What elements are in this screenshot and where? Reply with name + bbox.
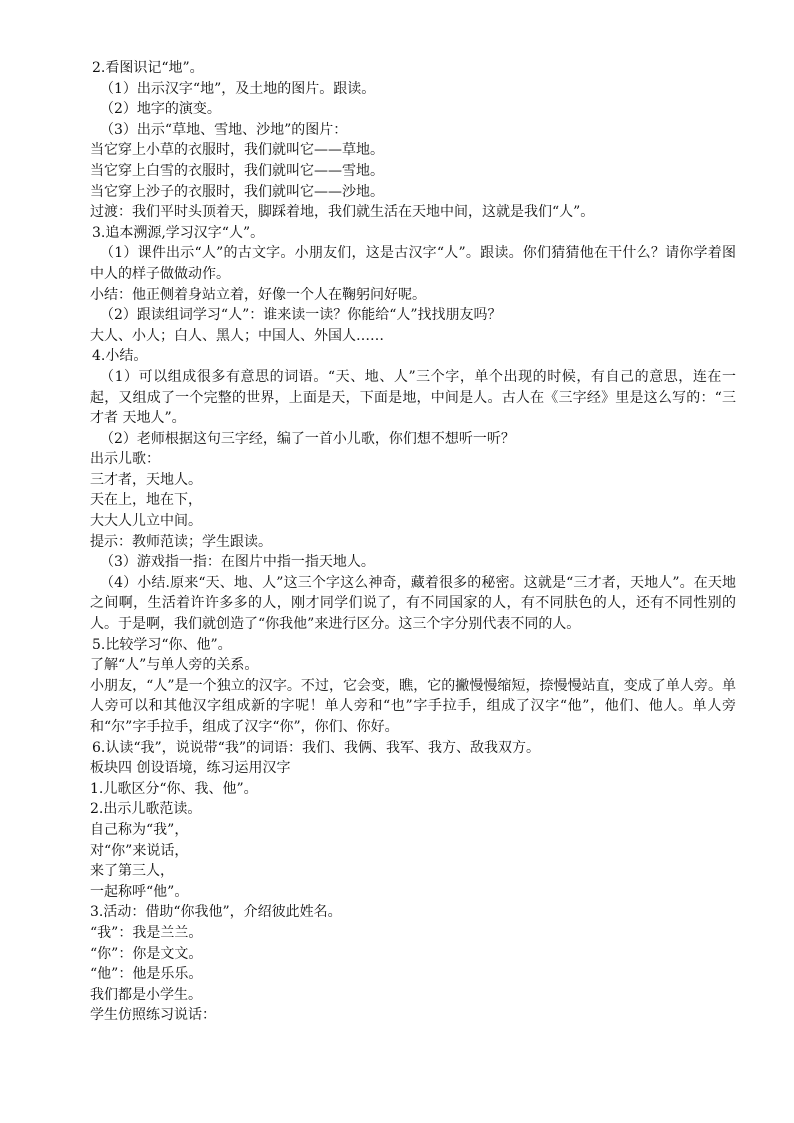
text-line: （1）可以组成很多有意思的词语。“天、地、人”三个字，单个出现的时候，有自己的意思，连在一起，又组成了一个完整的世界，上面是天，下面是地，中间是人。古人在《三字经》里是这么写的：“三才者 天地人”。 — [90, 368, 736, 427]
text-line: （4）小结.原来“天、地、人”这三个字这么神奇，藏着很多的秘密。这就是“三才者，天地人”。在天地之间啊，生活着许许多多的人，刚才同学们说了，有不同国家的人，有不同肤色的人，还有不同性别的人。于是啊，我们就创造了“你我他”来进行区分。这三个字分别代表不同的人。 — [90, 574, 736, 633]
text-line: 对“你”来说话， — [90, 842, 189, 859]
text-line: 4.小结。 — [92, 348, 148, 365]
text-line: “你”：你是文文。 — [90, 945, 203, 962]
text-line: 5.比较学习“你、他”。 — [92, 636, 232, 653]
text-line: 当它穿上白雪的衣服时，我们就叫它——雪地。 — [90, 162, 384, 179]
text-line: 过渡：我们平时头顶着天，脚踩着地，我们就生活在天地中间，这就是我们“人”。 — [90, 204, 595, 221]
text-line: 1.儿歌区分“你、我、他”。 — [90, 780, 258, 797]
text-line: （3）出示“草地、雪地、沙地”的图片： — [100, 121, 348, 138]
text-line: 3.追本溯源,学习汉字“人”。 — [92, 224, 265, 241]
document-body — [90, 58, 736, 1026]
text-line: 一起称呼“他”。 — [90, 883, 189, 900]
text-line: 天在上，地在下， — [90, 492, 202, 509]
text-line: （2）老师根据这句三字经，编了一首小儿歌，你们想不想听一听？ — [100, 430, 515, 447]
text-line: 大大人儿立中间。 — [90, 513, 202, 530]
text-line: 小结：他正侧着身站立着，好像一个人在鞠躬问好呢。 — [90, 286, 426, 303]
text-line: 2.出示儿歌范读。 — [90, 801, 202, 818]
text-line: 自己称为“我”， — [90, 821, 189, 838]
text-line: 当它穿上沙子的衣服时，我们就叫它——沙地。 — [90, 183, 384, 200]
text-line: 当它穿上小草的衣服时，我们就叫它——草地。 — [90, 142, 384, 159]
text-line: 大人、小人；白人、黑人；中国人、外国人…… — [90, 327, 384, 344]
text-line: 3.活动：借助“你我他”，介绍彼此姓名。 — [90, 904, 342, 921]
text-line: 学生仿照练习说话： — [90, 1007, 216, 1024]
text-line: 小朋友，“人”是一个独立的汉字。不过，它会变，瞧，它的撇慢慢缩短，捺慢慢站直，变成了单人旁。单人旁可以和其他汉字组成新的字呢！单人旁和“也”字手拉手，组成了汉字“他”，他们、他人。单人旁和“尔”字手拉手，组成了汉字“你”，你们、你好。 — [90, 677, 736, 735]
text-line: 来了第三人， — [90, 863, 174, 880]
text-line: 6.认读“我”，说说带“我”的词语：我们、我俩、我军、我方、敌我双方。 — [92, 739, 540, 756]
text-line: （2）跟读组词学习“人”：谁来读一读？你能给“人”找找朋友吗？ — [100, 307, 502, 324]
text-line: 我们都是小学生。 — [90, 986, 202, 1003]
text-line: 2.看图识记“地”。 — [92, 60, 204, 76]
text-line: （1）出示汉字“地”，及土地的图片。跟读。 — [100, 80, 376, 97]
text-line: 了解“人”与单人旁的关系。 — [90, 657, 259, 674]
text-line: （2）地字的演变。 — [100, 101, 221, 118]
text-line: “他”：他是乐乐。 — [90, 966, 203, 983]
text-line: 三才者，天地人。 — [90, 471, 202, 488]
text-line: 板块四 创设语境，练习运用汉字 — [90, 760, 291, 777]
text-line: “我”：我是兰兰。 — [90, 924, 203, 941]
text-line: 提示：教师范读；学生跟读。 — [90, 533, 272, 550]
text-line: （1）课件出示“人”的古文字。小朋友们，这是古汉字“人”。跟读。你们猜猜他在干什么？请你学着图中人的样子做做动作。 — [90, 245, 736, 282]
text-line: 出示儿歌： — [90, 451, 160, 468]
text-line: （3）游戏指一指：在图片中指一指天地人。 — [100, 554, 375, 571]
